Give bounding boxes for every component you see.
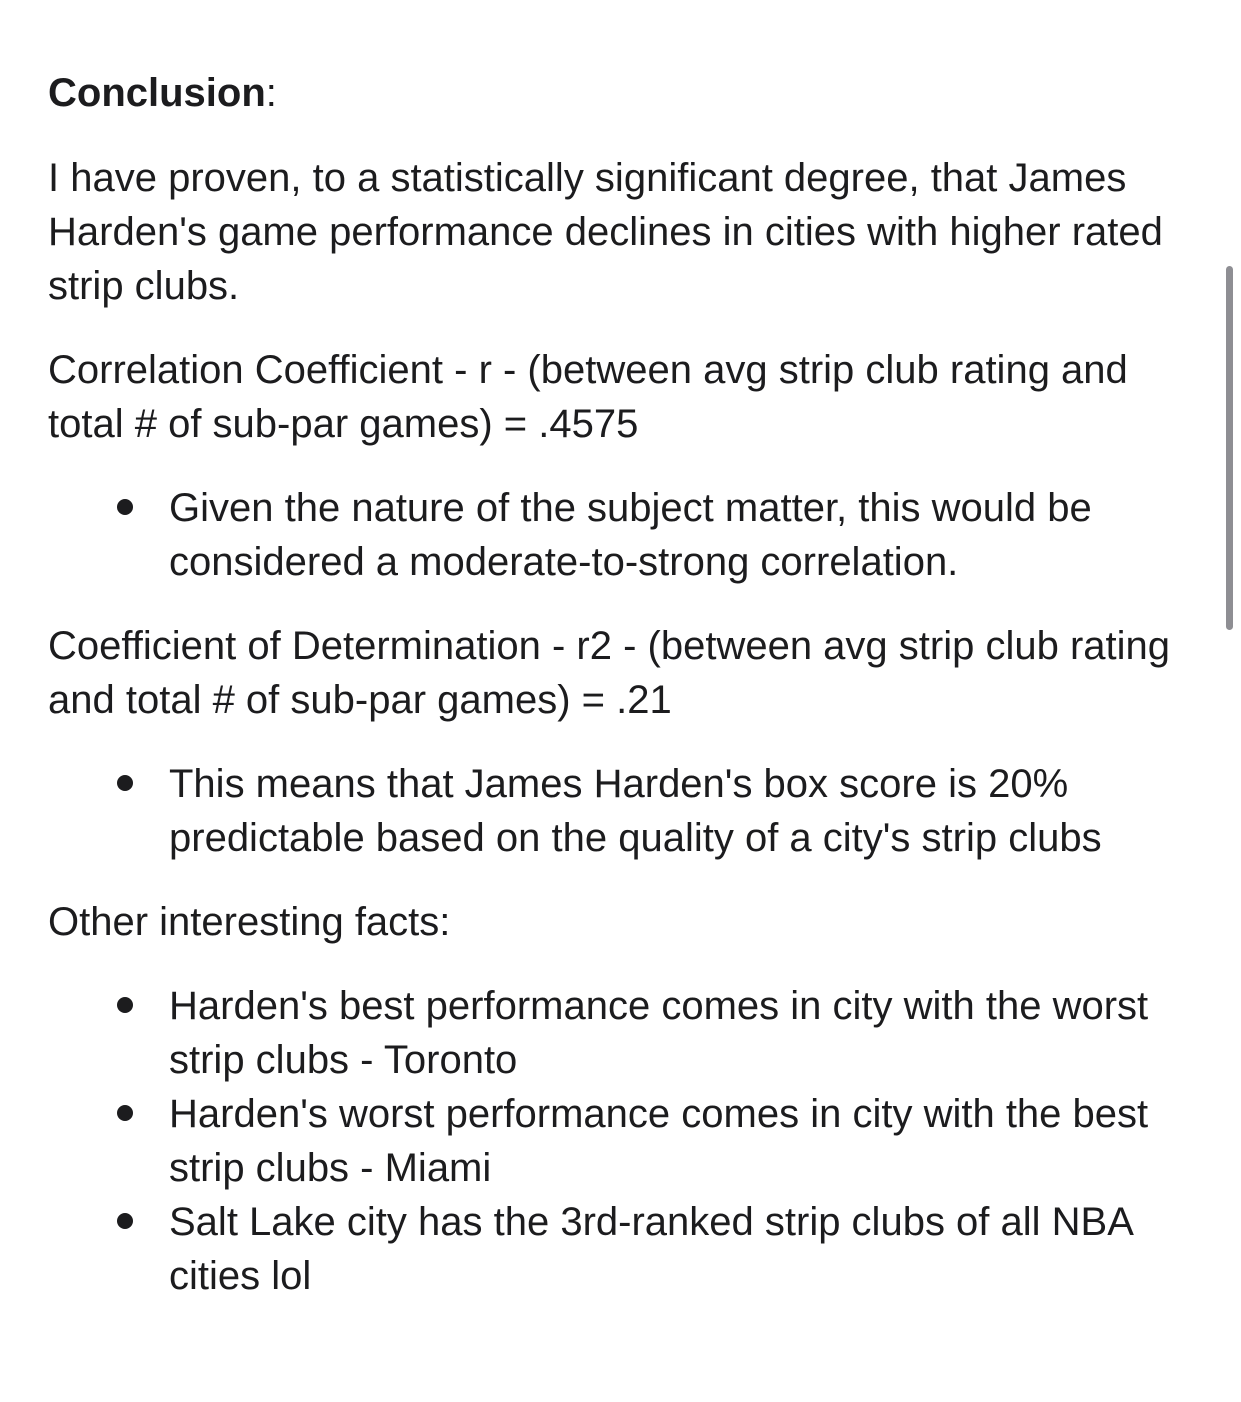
intro-paragraph: I have proven, to a statistically significant degree, that James Harden's game performance declines in cities with higher rated strip clubs. [48,156,1163,308]
correlation-bullet-list [48,481,1198,589]
correlation-paragraph: Correlation Coefficient - r - (between avg strip club rating and total # of sub-par games) = .4575 [48,348,1128,446]
list-item-text: Harden's worst performance comes in city with the best strip clubs - Miami [169,1092,1149,1190]
determination-bullet-list [48,757,1198,865]
list-item-text: Given the nature of the subject matter, this would be considered a moderate-to-strong correlation. [169,486,1092,584]
list-item-text: Salt Lake city has the 3rd-ranked strip clubs of all NBA cities lol [169,1200,1132,1298]
bullet-dot-icon [117,499,133,515]
vertical-scrollbar[interactable] [1226,266,1233,630]
bullet-dot-icon [117,1105,133,1121]
list-item-text: This means that James Harden's box score is 20% predictable based on the quality of a city's strip clubs [169,762,1102,860]
list-item [48,481,1198,589]
note-body[interactable] [48,66,1198,1303]
conclusion-heading-colon: : [265,71,277,115]
list-item [48,1087,1198,1195]
list-item [48,757,1198,865]
facts-bullet-list [48,979,1198,1303]
determination-paragraph: Coefficient of Determination - r2 - (between avg strip club rating and total # of sub-par games) = .21 [48,624,1171,722]
bullet-dot-icon [117,997,133,1013]
bullet-dot-icon [117,1213,133,1229]
conclusion-heading [48,66,1198,120]
conclusion-heading-label: Conclusion [48,71,266,115]
bullet-dot-icon [117,775,133,791]
list-item [48,979,1198,1087]
list-item-text: Harden's best performance comes in city with the worst strip clubs - Toronto [169,984,1149,1082]
other-facts-heading: Other interesting facts: [48,900,451,944]
list-item [48,1195,1198,1303]
